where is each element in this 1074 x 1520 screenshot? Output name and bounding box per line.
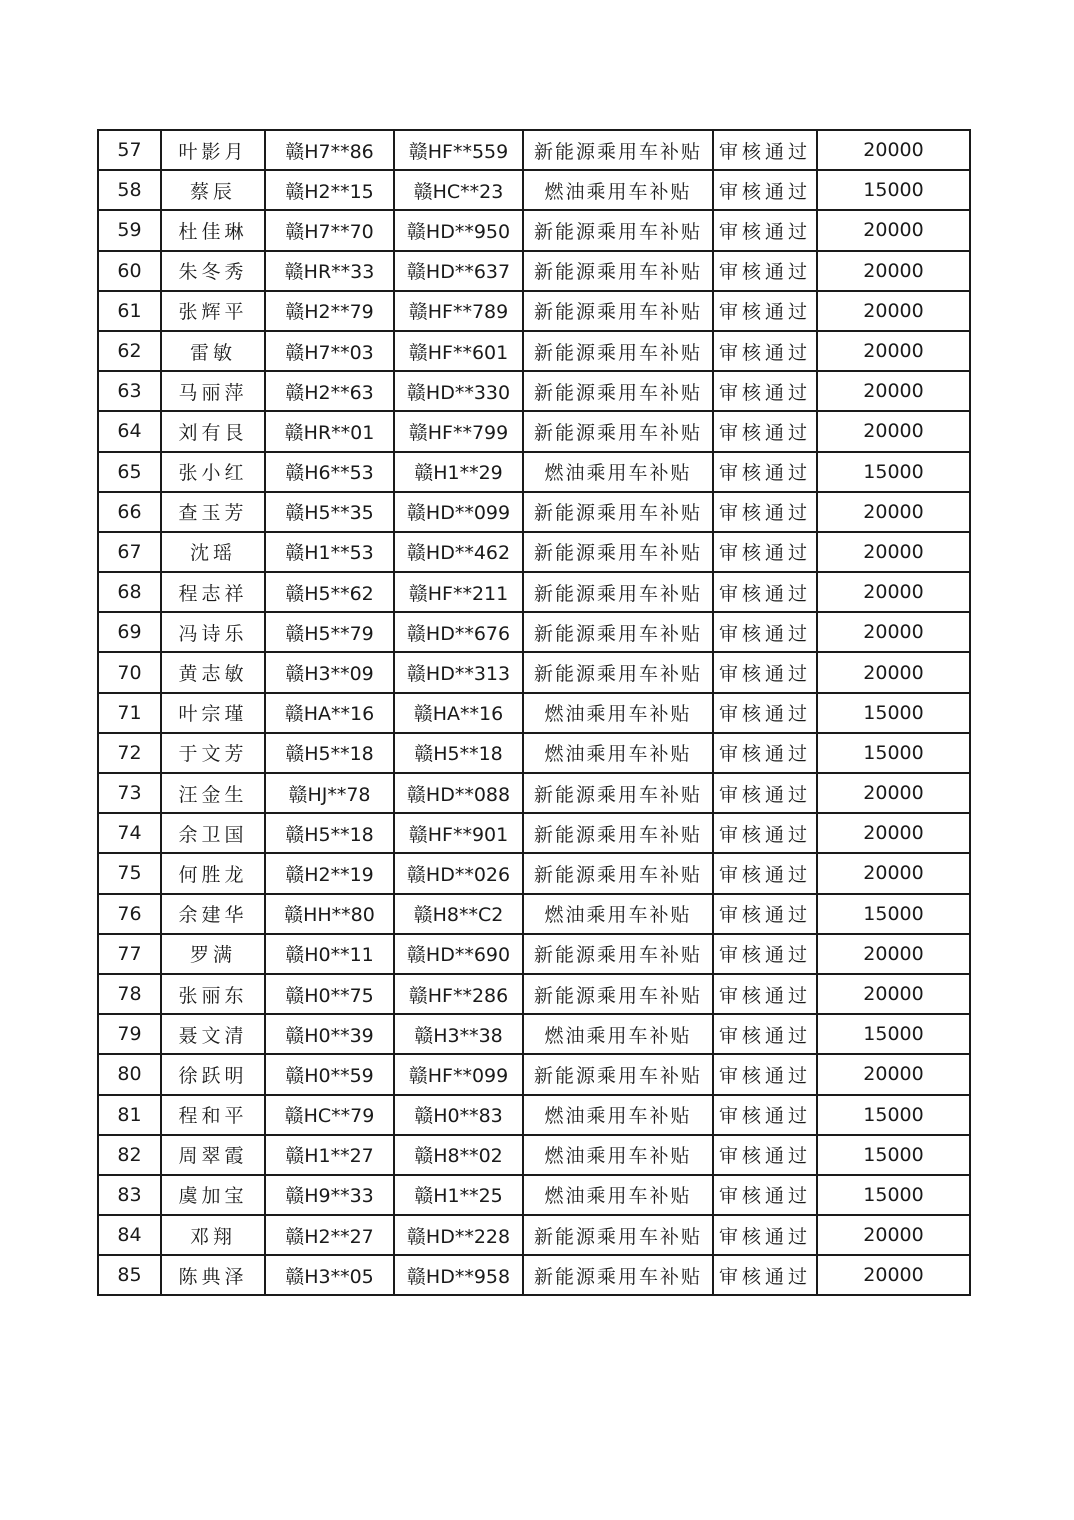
new-plate-cell: 赣HD**690: [394, 934, 523, 974]
amount-cell: 15000: [817, 733, 970, 773]
table-row: [98, 210, 970, 250]
old-plate-cell: 赣H5**35: [265, 492, 394, 532]
table-row: [98, 452, 970, 492]
name-cell: 周翠霞: [161, 1135, 265, 1175]
old-plate-cell: 赣HH**80: [265, 894, 394, 934]
new-plate-cell: 赣H5**18: [394, 733, 523, 773]
review-status-cell: 审核通过: [713, 492, 817, 532]
table-row: [98, 894, 970, 934]
table-row: [98, 612, 970, 652]
row-number-cell: 84: [98, 1215, 161, 1255]
new-plate-cell: 赣HD**950: [394, 210, 523, 250]
name-cell: 程和平: [161, 1095, 265, 1135]
name-cell: 叶宗瑾: [161, 693, 265, 733]
amount-cell: 20000: [817, 130, 970, 170]
old-plate-cell: 赣H6**53: [265, 452, 394, 492]
review-status-cell: 审核通过: [713, 572, 817, 612]
old-plate-cell: 赣H7**86: [265, 130, 394, 170]
review-status-cell: 审核通过: [713, 1255, 817, 1295]
amount-cell: 20000: [817, 1215, 970, 1255]
review-status-cell: 审核通过: [713, 773, 817, 813]
row-number-cell: 59: [98, 210, 161, 250]
row-number-cell: 60: [98, 251, 161, 291]
row-number-cell: 83: [98, 1175, 161, 1215]
name-cell: 邓翔: [161, 1215, 265, 1255]
amount-cell: 20000: [817, 411, 970, 451]
table-row: [98, 251, 970, 291]
amount-cell: 15000: [817, 1095, 970, 1135]
review-status-cell: 审核通过: [713, 813, 817, 853]
name-cell: 汪金生: [161, 773, 265, 813]
new-plate-cell: 赣H0**83: [394, 1095, 523, 1135]
table-row: [98, 1135, 970, 1175]
old-plate-cell: 赣H1**53: [265, 532, 394, 572]
row-number-cell: 80: [98, 1054, 161, 1094]
new-plate-cell: 赣H8**02: [394, 1135, 523, 1175]
subsidy-type-cell: 新能源乘用车补贴: [523, 612, 713, 652]
subsidy-type-cell: 新能源乘用车补贴: [523, 1054, 713, 1094]
amount-cell: 15000: [817, 1175, 970, 1215]
new-plate-cell: 赣H8**C2: [394, 894, 523, 934]
table-row: [98, 291, 970, 331]
new-plate-cell: 赣HD**228: [394, 1215, 523, 1255]
old-plate-cell: 赣H0**75: [265, 974, 394, 1014]
amount-cell: 15000: [817, 894, 970, 934]
subsidy-type-cell: 新能源乘用车补贴: [523, 572, 713, 612]
review-status-cell: 审核通过: [713, 130, 817, 170]
amount-cell: 20000: [817, 974, 970, 1014]
row-number-cell: 61: [98, 291, 161, 331]
name-cell: 聂文清: [161, 1014, 265, 1054]
amount-cell: 20000: [817, 251, 970, 291]
name-cell: 查玉芳: [161, 492, 265, 532]
subsidy-type-cell: 新能源乘用车补贴: [523, 934, 713, 974]
new-plate-cell: 赣HD**637: [394, 251, 523, 291]
subsidy-type-cell: 燃油乘用车补贴: [523, 170, 713, 210]
review-status-cell: 审核通过: [713, 532, 817, 572]
table-row: [98, 170, 970, 210]
row-number-cell: 62: [98, 331, 161, 371]
name-cell: 朱冬秀: [161, 251, 265, 291]
new-plate-cell: 赣HF**601: [394, 331, 523, 371]
old-plate-cell: 赣H2**79: [265, 291, 394, 331]
table-row: [98, 492, 970, 532]
new-plate-cell: 赣HD**088: [394, 773, 523, 813]
table-row: [98, 1014, 970, 1054]
new-plate-cell: 赣H3**38: [394, 1014, 523, 1054]
new-plate-cell: 赣H1**29: [394, 452, 523, 492]
name-cell: 程志祥: [161, 572, 265, 612]
name-cell: 冯诗乐: [161, 612, 265, 652]
name-cell: 沈瑶: [161, 532, 265, 572]
old-plate-cell: 赣H0**59: [265, 1054, 394, 1094]
name-cell: 张辉平: [161, 291, 265, 331]
table-row: [98, 130, 970, 170]
row-number-cell: 70: [98, 652, 161, 692]
name-cell: 叶影月: [161, 130, 265, 170]
row-number-cell: 79: [98, 1014, 161, 1054]
new-plate-cell: 赣HC**23: [394, 170, 523, 210]
subsidy-type-cell: 新能源乘用车补贴: [523, 974, 713, 1014]
subsidy-type-cell: 新能源乘用车补贴: [523, 251, 713, 291]
name-cell: 张小红: [161, 452, 265, 492]
review-status-cell: 审核通过: [713, 894, 817, 934]
subsidy-type-cell: 新能源乘用车补贴: [523, 1215, 713, 1255]
row-number-cell: 71: [98, 693, 161, 733]
old-plate-cell: 赣H3**05: [265, 1255, 394, 1295]
table-row: [98, 1255, 970, 1295]
name-cell: 虞加宝: [161, 1175, 265, 1215]
old-plate-cell: 赣H3**09: [265, 652, 394, 692]
name-cell: 马丽萍: [161, 371, 265, 411]
row-number-cell: 78: [98, 974, 161, 1014]
table-row: [98, 773, 970, 813]
subsidy-type-cell: 燃油乘用车补贴: [523, 1095, 713, 1135]
subsidy-type-cell: 新能源乘用车补贴: [523, 532, 713, 572]
new-plate-cell: 赣HD**099: [394, 492, 523, 532]
amount-cell: 15000: [817, 1135, 970, 1175]
row-number-cell: 75: [98, 853, 161, 893]
old-plate-cell: 赣H5**18: [265, 813, 394, 853]
new-plate-cell: 赣HF**099: [394, 1054, 523, 1094]
amount-cell: 15000: [817, 693, 970, 733]
subsidy-type-cell: 新能源乘用车补贴: [523, 492, 713, 532]
review-status-cell: 审核通过: [713, 934, 817, 974]
new-plate-cell: 赣HD**330: [394, 371, 523, 411]
amount-cell: 20000: [817, 1054, 970, 1094]
name-cell: 陈典泽: [161, 1255, 265, 1295]
subsidy-type-cell: 新能源乘用车补贴: [523, 291, 713, 331]
name-cell: 罗满: [161, 934, 265, 974]
new-plate-cell: 赣HD**026: [394, 853, 523, 893]
name-cell: 蔡辰: [161, 170, 265, 210]
name-cell: 杜佳琳: [161, 210, 265, 250]
row-number-cell: 76: [98, 894, 161, 934]
subsidy-type-cell: 新能源乘用车补贴: [523, 1255, 713, 1295]
review-status-cell: 审核通过: [713, 251, 817, 291]
name-cell: 张丽东: [161, 974, 265, 1014]
name-cell: 徐跃明: [161, 1054, 265, 1094]
review-status-cell: 审核通过: [713, 1215, 817, 1255]
review-status-cell: 审核通过: [713, 371, 817, 411]
table-row: [98, 813, 970, 853]
table-row: [98, 411, 970, 451]
subsidy-type-cell: 新能源乘用车补贴: [523, 130, 713, 170]
table-row: [98, 1095, 970, 1135]
new-plate-cell: 赣HD**958: [394, 1255, 523, 1295]
subsidy-type-cell: 新能源乘用车补贴: [523, 371, 713, 411]
subsidy-type-cell: 新能源乘用车补贴: [523, 210, 713, 250]
table-row: [98, 532, 970, 572]
row-number-cell: 58: [98, 170, 161, 210]
subsidy-type-cell: 燃油乘用车补贴: [523, 693, 713, 733]
amount-cell: 15000: [817, 452, 970, 492]
name-cell: 黄志敏: [161, 652, 265, 692]
subsidy-type-cell: 新能源乘用车补贴: [523, 853, 713, 893]
name-cell: 雷敏: [161, 331, 265, 371]
amount-cell: 20000: [817, 773, 970, 813]
row-number-cell: 73: [98, 773, 161, 813]
new-plate-cell: 赣H1**25: [394, 1175, 523, 1215]
subsidy-type-cell: 新能源乘用车补贴: [523, 652, 713, 692]
subsidy-type-cell: 新能源乘用车补贴: [523, 813, 713, 853]
name-cell: 余建华: [161, 894, 265, 934]
new-plate-cell: 赣HF**799: [394, 411, 523, 451]
row-number-cell: 65: [98, 452, 161, 492]
review-status-cell: 审核通过: [713, 652, 817, 692]
new-plate-cell: 赣HF**559: [394, 130, 523, 170]
table-row: [98, 652, 970, 692]
review-status-cell: 审核通过: [713, 1054, 817, 1094]
name-cell: 于文芳: [161, 733, 265, 773]
review-status-cell: 审核通过: [713, 612, 817, 652]
new-plate-cell: 赣HA**16: [394, 693, 523, 733]
table-row: [98, 371, 970, 411]
old-plate-cell: 赣H0**39: [265, 1014, 394, 1054]
table-row: [98, 1175, 970, 1215]
row-number-cell: 81: [98, 1095, 161, 1135]
subsidy-type-cell: 新能源乘用车补贴: [523, 411, 713, 451]
old-plate-cell: 赣H1**27: [265, 1135, 394, 1175]
subsidy-type-cell: 燃油乘用车补贴: [523, 1175, 713, 1215]
old-plate-cell: 赣H9**33: [265, 1175, 394, 1215]
subsidy-table: [97, 129, 971, 1296]
review-status-cell: 审核通过: [713, 974, 817, 1014]
subsidy-type-cell: 燃油乘用车补贴: [523, 733, 713, 773]
amount-cell: 20000: [817, 532, 970, 572]
name-cell: 余卫国: [161, 813, 265, 853]
amount-cell: 20000: [817, 813, 970, 853]
subsidy-type-cell: 燃油乘用车补贴: [523, 452, 713, 492]
new-plate-cell: 赣HF**211: [394, 572, 523, 612]
old-plate-cell: 赣HC**79: [265, 1095, 394, 1135]
new-plate-cell: 赣HD**462: [394, 532, 523, 572]
subsidy-type-cell: 燃油乘用车补贴: [523, 894, 713, 934]
row-number-cell: 69: [98, 612, 161, 652]
review-status-cell: 审核通过: [713, 693, 817, 733]
row-number-cell: 82: [98, 1135, 161, 1175]
amount-cell: 20000: [817, 853, 970, 893]
review-status-cell: 审核通过: [713, 1095, 817, 1135]
new-plate-cell: 赣HF**901: [394, 813, 523, 853]
amount-cell: 20000: [817, 934, 970, 974]
review-status-cell: 审核通过: [713, 331, 817, 371]
amount-cell: 20000: [817, 652, 970, 692]
amount-cell: 20000: [817, 612, 970, 652]
review-status-cell: 审核通过: [713, 1135, 817, 1175]
table-row: [98, 934, 970, 974]
amount-cell: 15000: [817, 1014, 970, 1054]
amount-cell: 15000: [817, 170, 970, 210]
old-plate-cell: 赣HR**33: [265, 251, 394, 291]
row-number-cell: 77: [98, 934, 161, 974]
new-plate-cell: 赣HD**313: [394, 652, 523, 692]
old-plate-cell: 赣H5**79: [265, 612, 394, 652]
amount-cell: 20000: [817, 210, 970, 250]
subsidy-type-cell: 燃油乘用车补贴: [523, 1135, 713, 1175]
table-row: [98, 1054, 970, 1094]
amount-cell: 20000: [817, 1255, 970, 1295]
name-cell: 何胜龙: [161, 853, 265, 893]
name-cell: 刘有艮: [161, 411, 265, 451]
review-status-cell: 审核通过: [713, 291, 817, 331]
review-status-cell: 审核通过: [713, 1175, 817, 1215]
table-row: [98, 572, 970, 612]
table-row: [98, 733, 970, 773]
new-plate-cell: 赣HF**286: [394, 974, 523, 1014]
table-row: [98, 331, 970, 371]
subsidy-type-cell: 新能源乘用车补贴: [523, 331, 713, 371]
review-status-cell: 审核通过: [713, 1014, 817, 1054]
row-number-cell: 68: [98, 572, 161, 612]
subsidy-type-cell: 新能源乘用车补贴: [523, 773, 713, 813]
old-plate-cell: 赣H7**70: [265, 210, 394, 250]
subsidy-type-cell: 燃油乘用车补贴: [523, 1014, 713, 1054]
row-number-cell: 66: [98, 492, 161, 532]
table-row: [98, 1215, 970, 1255]
review-status-cell: 审核通过: [713, 853, 817, 893]
review-status-cell: 审核通过: [713, 452, 817, 492]
row-number-cell: 63: [98, 371, 161, 411]
table-row: [98, 853, 970, 893]
amount-cell: 20000: [817, 572, 970, 612]
review-status-cell: 审核通过: [713, 411, 817, 451]
table-body: [98, 130, 970, 1295]
old-plate-cell: 赣H5**62: [265, 572, 394, 612]
old-plate-cell: 赣H2**19: [265, 853, 394, 893]
new-plate-cell: 赣HF**789: [394, 291, 523, 331]
new-plate-cell: 赣HD**676: [394, 612, 523, 652]
row-number-cell: 57: [98, 130, 161, 170]
old-plate-cell: 赣HJ**78: [265, 773, 394, 813]
old-plate-cell: 赣H2**15: [265, 170, 394, 210]
row-number-cell: 64: [98, 411, 161, 451]
amount-cell: 20000: [817, 371, 970, 411]
row-number-cell: 67: [98, 532, 161, 572]
amount-cell: 20000: [817, 492, 970, 532]
row-number-cell: 74: [98, 813, 161, 853]
old-plate-cell: 赣H2**63: [265, 371, 394, 411]
row-number-cell: 72: [98, 733, 161, 773]
table-row: [98, 974, 970, 1014]
old-plate-cell: 赣HR**01: [265, 411, 394, 451]
old-plate-cell: 赣H2**27: [265, 1215, 394, 1255]
old-plate-cell: 赣H7**03: [265, 331, 394, 371]
review-status-cell: 审核通过: [713, 170, 817, 210]
old-plate-cell: 赣H0**11: [265, 934, 394, 974]
table-row: [98, 693, 970, 733]
amount-cell: 20000: [817, 331, 970, 371]
review-status-cell: 审核通过: [713, 210, 817, 250]
row-number-cell: 85: [98, 1255, 161, 1295]
amount-cell: 20000: [817, 291, 970, 331]
review-status-cell: 审核通过: [713, 733, 817, 773]
old-plate-cell: 赣H5**18: [265, 733, 394, 773]
old-plate-cell: 赣HA**16: [265, 693, 394, 733]
